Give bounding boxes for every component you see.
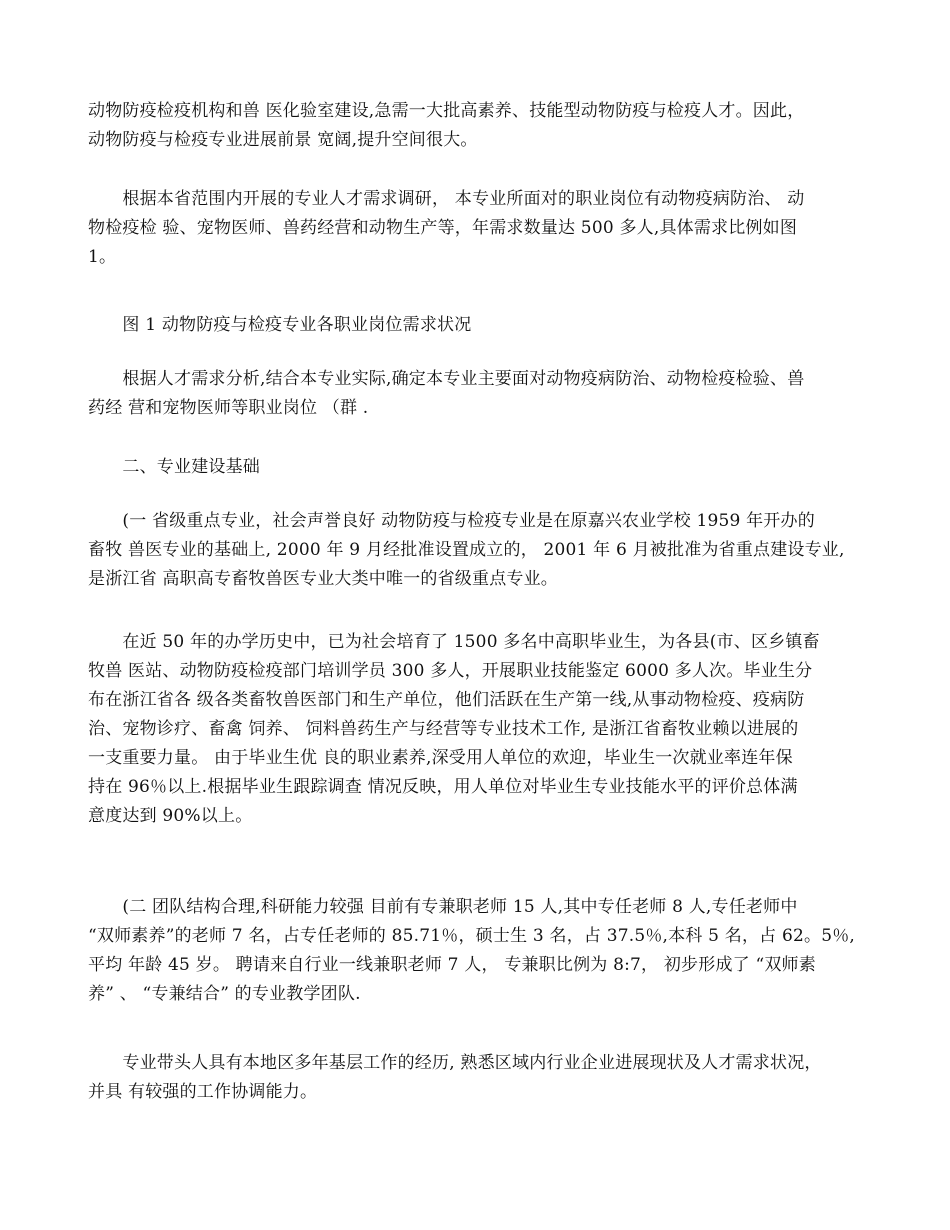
paragraph-teaching-team xyxy=(88,893,868,1009)
figure-caption xyxy=(88,311,868,340)
text-line: “双师素养”的老师 7 名，占专任老师的 85.71％，硕士生 3 名，占 37.5％,本科 5 名，占 62。5％, xyxy=(88,926,856,946)
paragraph-lead-teacher xyxy=(88,1049,868,1107)
text-line: 物检疫检 验、宠物医师、兽药经营和动物生产等，年需求数量达 500 多人,具体需求比例如图 xyxy=(88,218,798,238)
paragraph-school-history xyxy=(88,628,868,831)
text-line: 二、专业建设基础 xyxy=(88,457,260,477)
text-line: 1。 xyxy=(88,247,117,267)
text-line: (二 团队结构合理,科研能力较强 目前有专兼职老师 15 人,其中专任老师 8 人,专任老师中 xyxy=(88,897,798,917)
text-line: 根据人才需求分析,结合本专业实际,确定本专业主要面对动物疫病防治、动物检疫检验、兽 xyxy=(88,369,805,389)
text-line: 在近 50 年的办学历史中，已为社会培育了 1500 多名中高职毕业生，为各县(市、区乡镇畜 xyxy=(88,632,820,652)
paragraph-job-positions xyxy=(88,185,868,272)
text-line: 布在浙江省各 级各类畜牧兽医部门和生产单位，他们活跃在生产第一线,从事动物检疫、疫病防 xyxy=(88,690,805,710)
text-line: 图 1 动物防疫与检疫专业各职业岗位需求状况 xyxy=(88,315,472,335)
section-heading xyxy=(88,453,868,482)
text-line: 牧兽 医站、动物防疫检疫部门培训学员 300 多人，开展职业技能鉴定 6000 多人次。毕业生分 xyxy=(88,661,813,681)
text-line: 一支重要力量。 由于毕业生优 良的职业素养,深受用人单位的欢迎，毕业生一次就业率连年保 xyxy=(88,748,793,768)
text-line: 根据本省范围内开展的专业人才需求调研， 本专业所面对的职业岗位有动物疫病防治、 动 xyxy=(88,189,805,209)
text-line: 平均 年龄 45 岁。 聘请来自行业一线兼职老师 7 人， 专兼职比例为 8:7， 初步形成了 “双师素 xyxy=(88,955,816,975)
text-line: 持在 96％以上.根据毕业生跟踪调查 情况反映，用人单位对毕业生专业技能水平的评价总体满 xyxy=(88,777,798,797)
text-line: 药经 营和宠物医师等职业岗位 （群 . xyxy=(88,398,369,418)
text-line: 养” 、 “专兼结合” 的专业教学团队. xyxy=(88,984,361,1004)
text-line: 是浙江省 高职高专畜牧兽医专业大类中唯一的省级重点专业。 xyxy=(88,569,559,589)
paragraph-key-major xyxy=(88,507,868,594)
text-line: (一 省级重点专业，社会声誉良好 动物防疫与检疫专业是在原嘉兴农业学校 1959 年开办的 xyxy=(88,511,815,531)
text-line: 畜牧 兽医专业的基础上, 2000 年 9 月经批准设置成立的， 2001 年 6 月被批准为省重点建设专业, xyxy=(88,540,845,560)
paragraph-target-positions xyxy=(88,365,868,423)
text-line: 专业带头人具有本地区多年基层工作的经历, 熟悉区域内行业企业进展现状及人才需求状况， xyxy=(88,1053,822,1073)
paragraph-talent-demand xyxy=(88,97,868,155)
text-line: 意度达到 90%以上。 xyxy=(88,806,253,826)
text-line: 动物防疫与检疫专业进展前景 宽阔,提升空间很大。 xyxy=(88,130,478,150)
text-line: 治、宠物诊疗、畜禽 饲养、 饲料兽药生产与经营等专业技术工作, 是浙江省畜牧业赖以进展的 xyxy=(88,719,799,739)
text-line: 动物防疫检疫机构和兽 医化验室建设,急需一大批高素养、技能型动物防疫与检疫人才。因此， xyxy=(88,101,805,121)
text-line: 并具 有较强的工作协调能力。 xyxy=(88,1082,318,1102)
